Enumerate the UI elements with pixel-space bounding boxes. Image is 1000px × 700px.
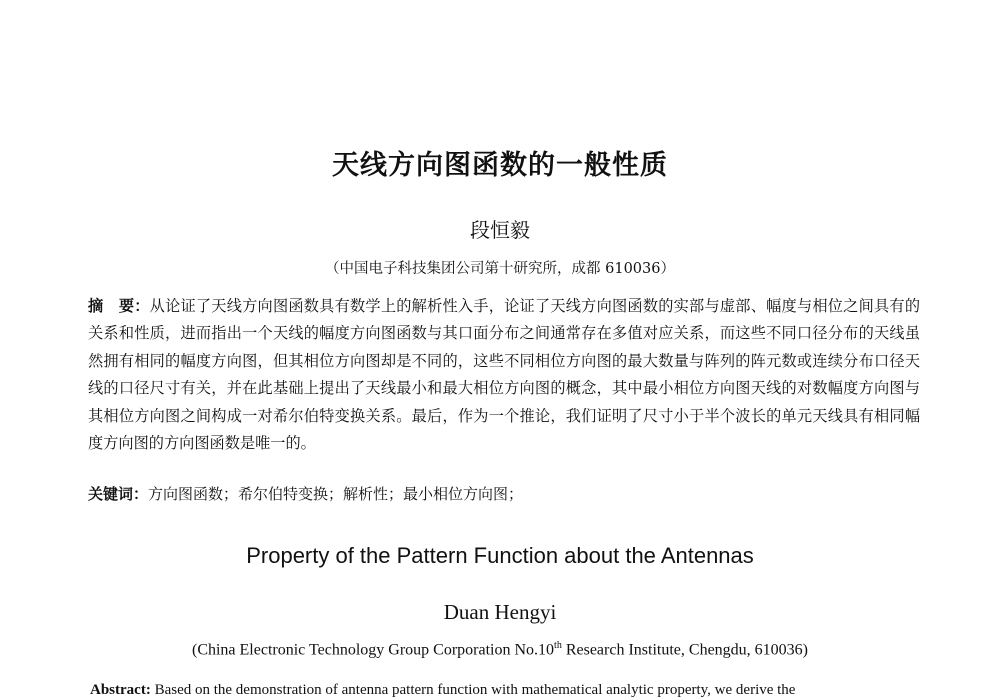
keywords-body-cn: 方向图函数；希尔伯特变换；解析性；最小相位方向图； xyxy=(148,485,524,503)
affiliation-en-main: (China Electronic Technology Group Corporation No.10 xyxy=(191,641,555,659)
affiliation-en-rest: Research Institute, Chengdu, 610036) xyxy=(561,641,808,659)
affiliation-cn: （中国电子科技集团公司第十研究所，成都 610036） xyxy=(325,261,675,277)
abstract-label-cn: 摘 要： xyxy=(88,297,150,315)
author-name-cn: 段恒毅 xyxy=(470,218,530,242)
keywords-label-cn: 关键词： xyxy=(88,485,149,503)
author-name-en: Duan Hengyi xyxy=(443,600,557,624)
keywords-cn xyxy=(88,482,920,506)
paper-title-cn: 天线方向图函数的一般性质 xyxy=(332,150,668,181)
affiliation-en xyxy=(0,640,1000,659)
affiliation-en-superscript: th xyxy=(554,640,562,651)
abstract-label-en: Abstract: xyxy=(90,682,151,698)
abstract-body-en: Based on the demonstration of antenna pattern function with mathematical analytic property, we derive the xyxy=(150,682,796,698)
paper-title-en: Property of the Pattern Function about the Antennas xyxy=(246,543,754,568)
abstract-en xyxy=(90,680,920,700)
abstract-body-cn: 从论证了天线方向图函数具有数学上的解析性入手，论证了天线方向图函数的实部与虚部、幅度与相位之间具有的关系和性质，进而指出一个天线的幅度方向图函数与其口面分布之间通常存在多值对应关系，而这些不同口径分布的天线虽然拥有相同的幅度方向图，但其相位方向图却是不同的，这些不同相位方向图的最大数量与阵列的阵元数或连续分布口径天线的口径尺寸有关，并在此基础上提出了天线最小和最大相位方向图的概念，其中最小相位方向图天线的对数幅度方向图与其相位方向图之间构成一对希尔伯特变换关系。最后，作为一个推论，我们证明了尺寸小于半个波长的单元天线具有相同幅度方向图的方向图函数是唯一的。 xyxy=(88,297,921,453)
abstract-cn xyxy=(88,293,920,457)
